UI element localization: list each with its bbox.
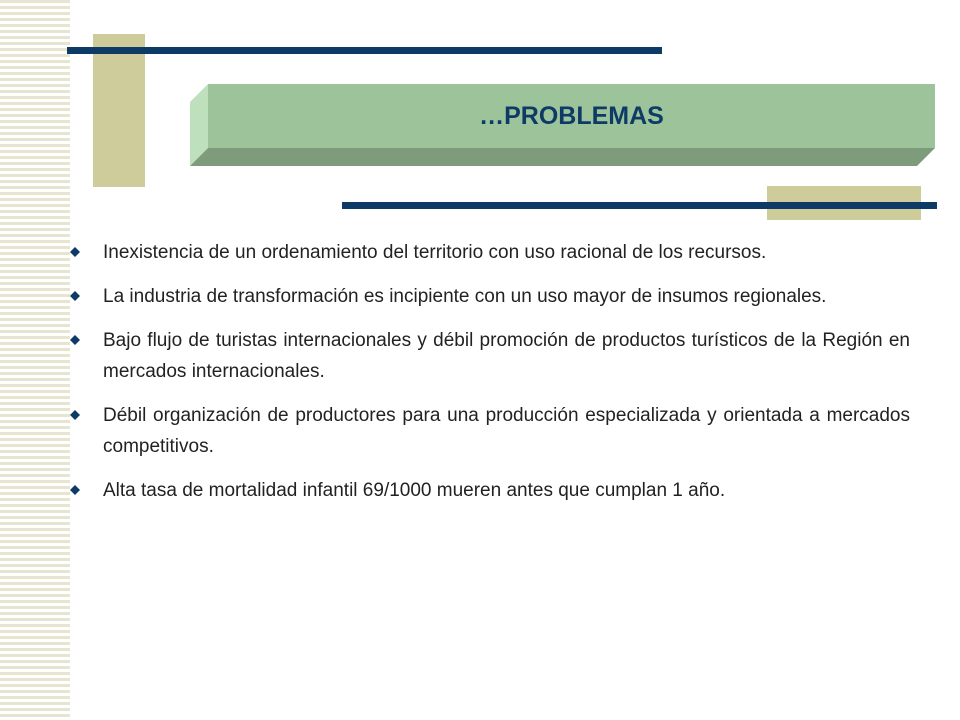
diamond-bullet-icon (70, 335, 80, 345)
bullet-item (70, 400, 910, 462)
bullet-list (70, 237, 910, 519)
bullet-item (70, 475, 910, 506)
title-box (190, 84, 935, 166)
diamond-bullet-icon (70, 485, 80, 495)
bullet-item (70, 237, 910, 268)
bullet-item (70, 325, 910, 387)
diamond-bullet-icon (70, 247, 80, 257)
bullet-item (70, 281, 910, 312)
bullet-text: Alta tasa de mortalidad infantil 69/1000 mueren antes que cumplan 1 año. (103, 480, 726, 501)
bullet-text: Bajo flujo de turistas internacionales y débil promoción de productos turísticos de la Región en mercados internacionales. (103, 330, 910, 382)
slide-title: …PROBLEMAS (479, 102, 664, 130)
diamond-bullet-icon (70, 291, 80, 301)
tan-block-decoration-left (93, 34, 145, 187)
bullet-text: Inexistencia de un ordenamiento del territorio con uso racional de los recursos. (103, 242, 767, 263)
bullet-text: Débil organización de productores para una producción especializada y orientada a mercados competitivos. (103, 405, 910, 457)
bullet-text: La industria de transformación es incipiente con un uso mayor de insumos regionales. (103, 286, 827, 307)
navy-bar-bottom (342, 202, 937, 209)
left-stripe-decoration (0, 0, 70, 720)
navy-bar-top (67, 47, 662, 54)
diamond-bullet-icon (70, 410, 80, 420)
